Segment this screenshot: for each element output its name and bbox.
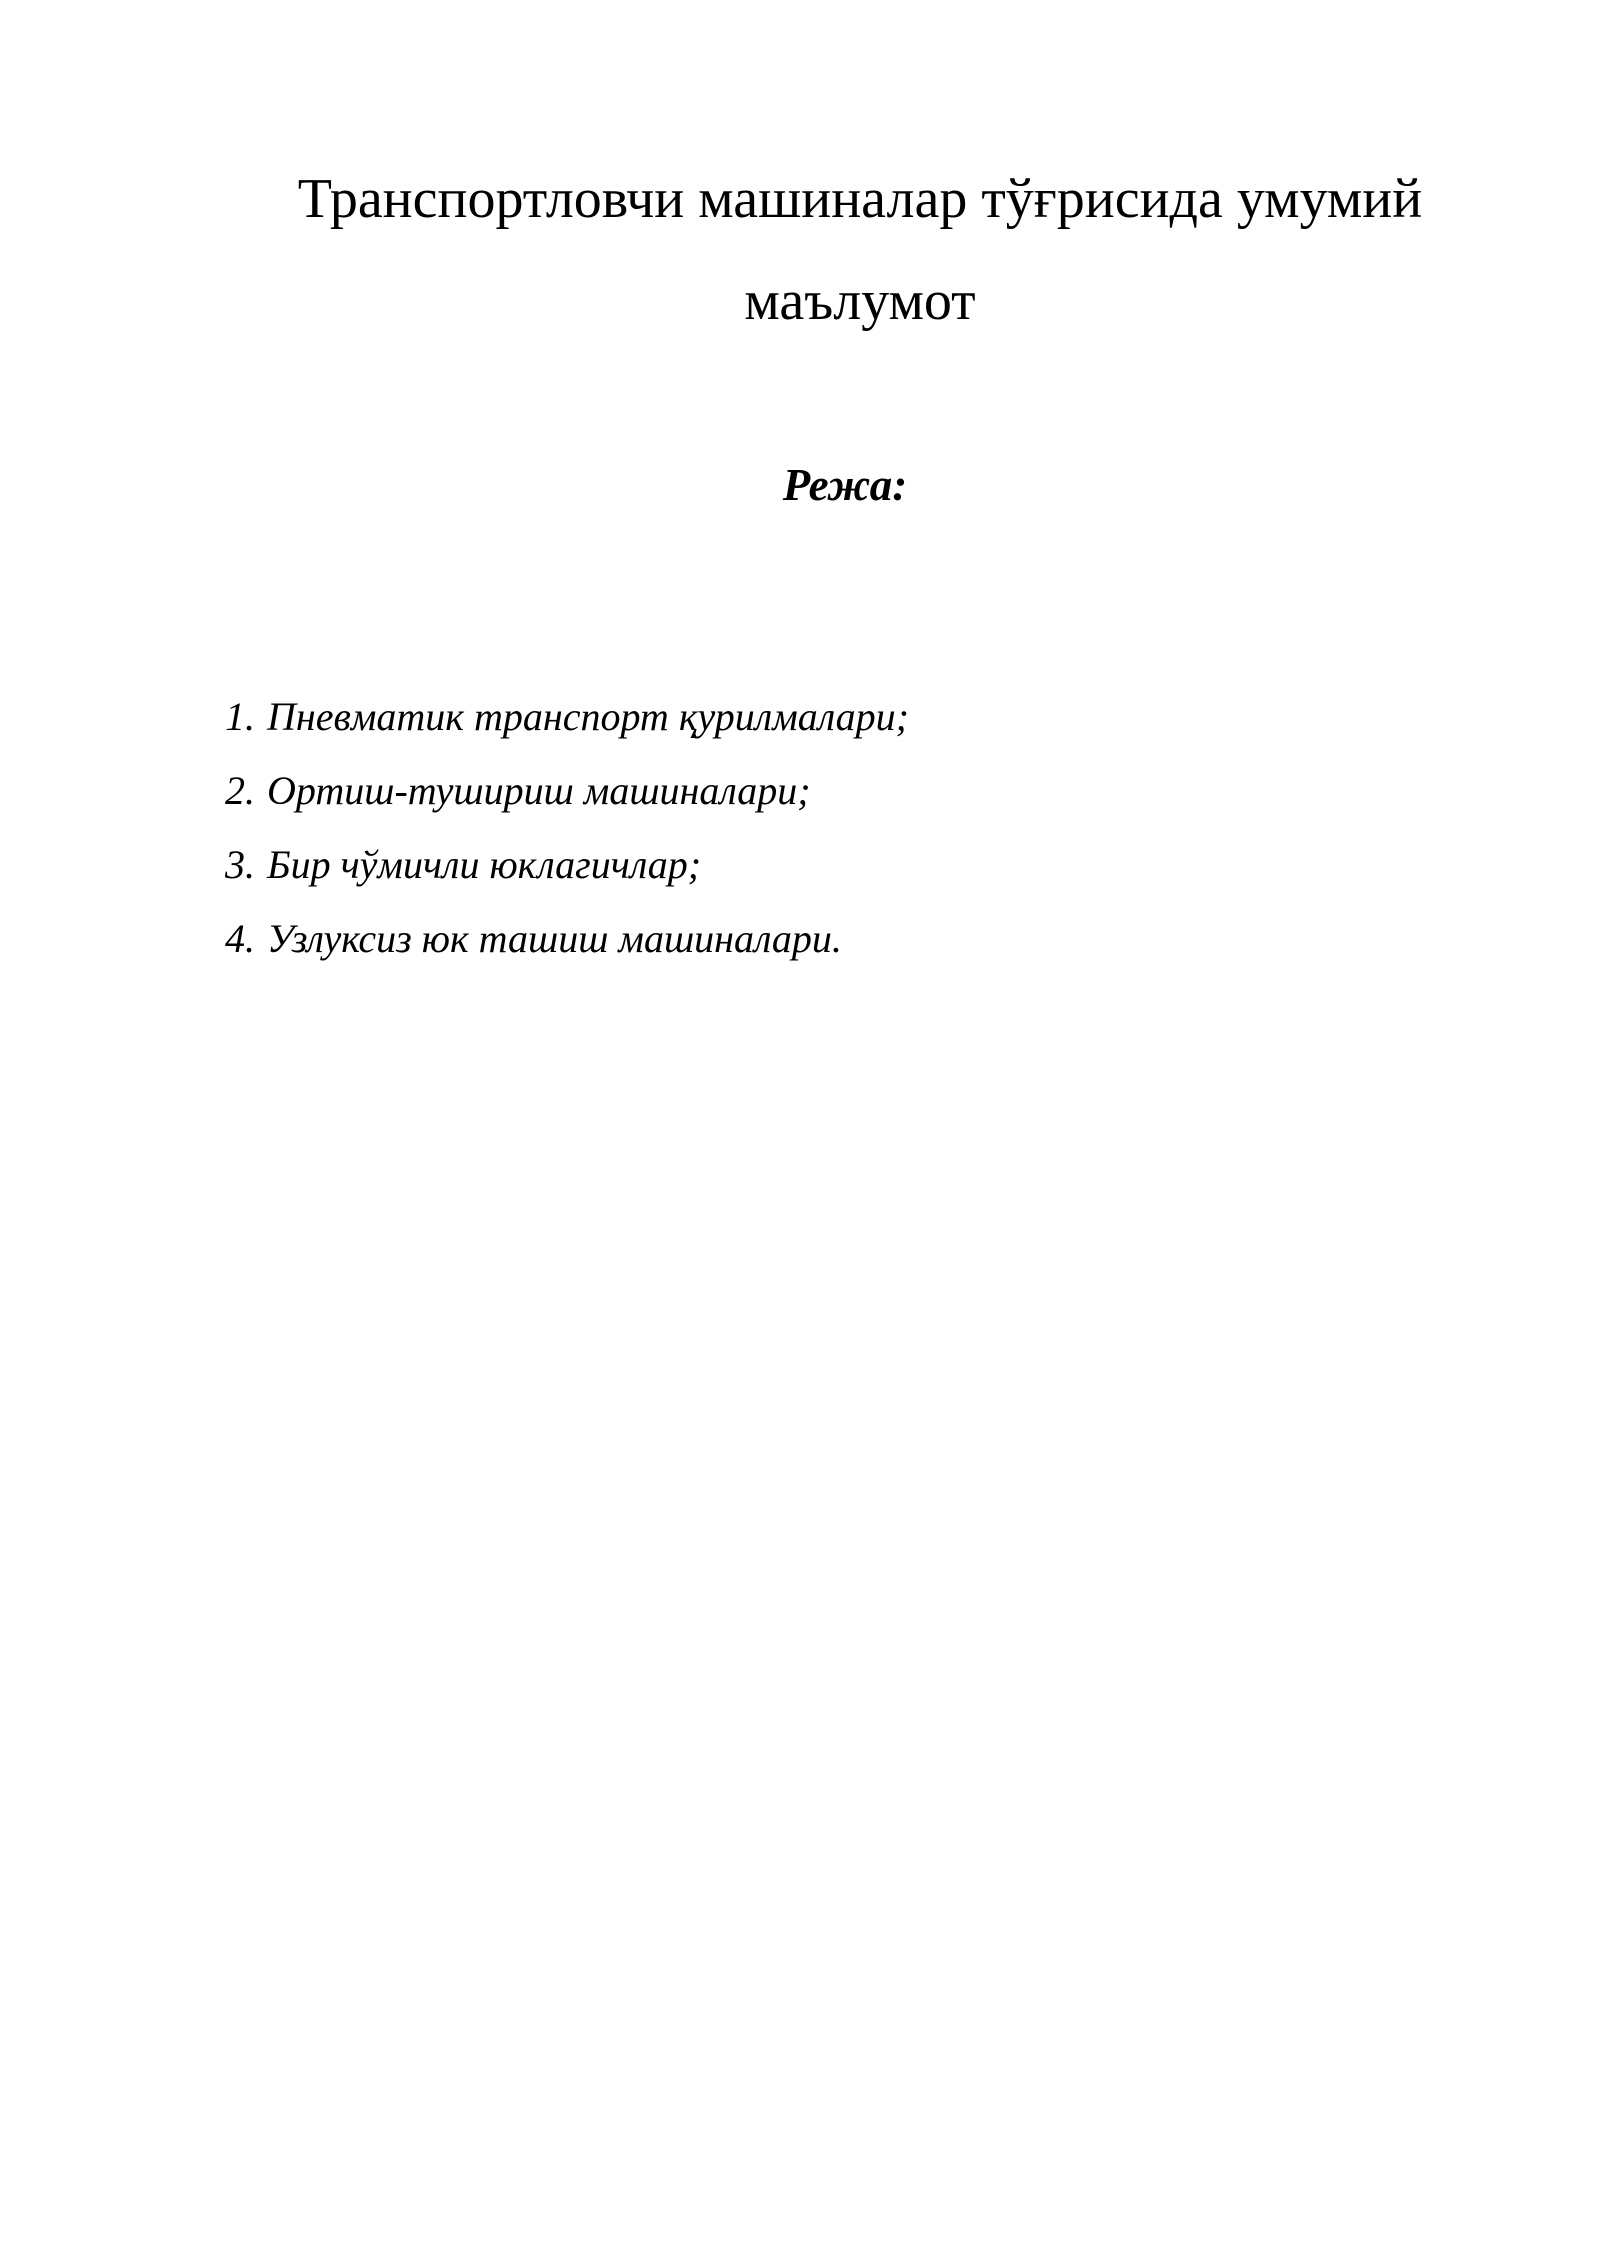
list-item-text: Узлуксиз юк ташиш машиналари. (267, 916, 842, 961)
list-item-text: Ортиш-тушириш машиналари; (267, 768, 811, 813)
plan-heading: Режа: (782, 460, 908, 510)
list-item (225, 680, 909, 754)
list-item-number: 1. (225, 694, 255, 739)
list-item (225, 828, 909, 902)
page-title: Транспортловчи машиналар тўғрисида умумий маълумот (297, 168, 1423, 332)
list-item-text: Бир чўмичли юклагичлар; (267, 842, 702, 887)
list-item (225, 754, 909, 828)
list-item-text: Пневматик транспорт қурилмалари; (267, 694, 909, 739)
list-item (225, 902, 909, 976)
list-item-number: 4. (225, 916, 255, 961)
plan-list (225, 680, 909, 976)
list-item-number: 3. (225, 842, 255, 887)
list-item-number: 2. (225, 768, 255, 813)
